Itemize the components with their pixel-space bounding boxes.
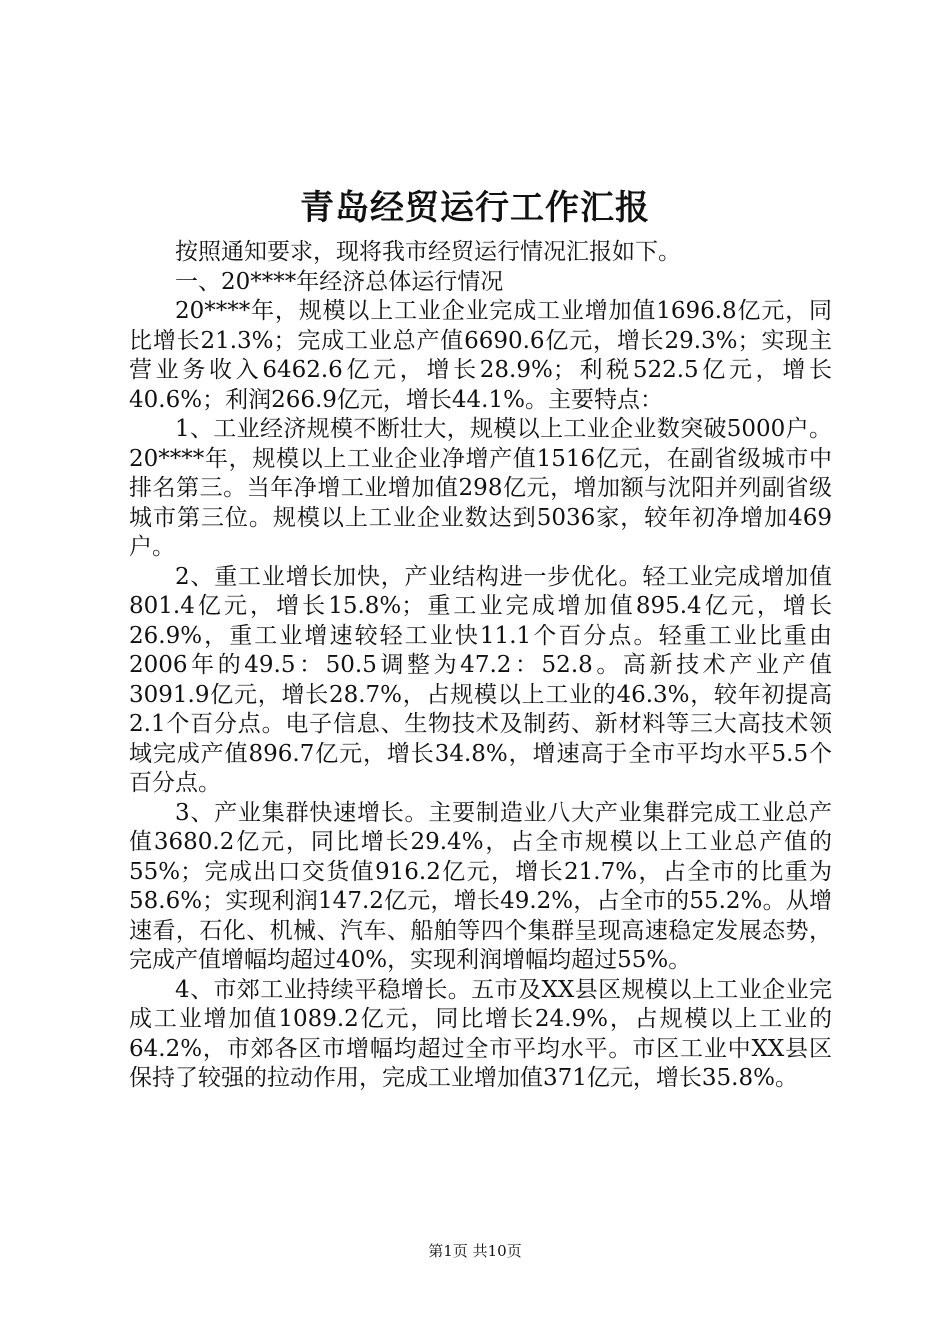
paragraph-point-4: 4、市郊工业持续平稳增长。五市及XX县区规模以上工业企业完成工业增加值1089.2亿元，同比增长24.9%，占规模以上工业的64.2%，市郊各区市增幅均超过全市平均水平。市区工业中XX县区保持了较强的拉动作用，完成工业增加值371亿元，增长35.8%。: [129, 976, 832, 1091]
section-heading-1: 一、20****年经济总体运行情况: [175, 268, 504, 295]
paragraph-intro: 按照通知要求，现将我市经贸运行情况汇报如下。: [175, 239, 681, 265]
paragraph-point-3: 3、产业集群快速增长。主要制造业八大产业集群完成工业总产值3680.2亿元，同比增长29.4%，占全市规模以上工业总产值的55%；完成出口交货值916.2亿元，增长21.7%，占全市的比重为58.6%；实现利润147.2亿元，增长49.2%，占全市的55.2%。从增速看，石化、机械、汽车、船舶等四个集群呈现高速稳定发展态势，完成产值增幅均超过40%，实现利润增幅均超过55%。: [129, 799, 832, 973]
page-footer: 第1页 共10页: [428, 1242, 522, 1260]
document-body: [129, 238, 832, 1094]
paragraph-overview: 20****年，规模以上工业企业完成工业增加值1696.8亿元，同比增长21.3%；完成工业总产值6690.6亿元，增长29.3%；实现主营业务收入6462.6亿元，增长28.9%；利税522.5亿元，增长40.6%；利润266.9亿元，增长44.1%。主要特点：: [129, 298, 832, 413]
paragraph-point-2: 2、重工业增长加快，产业结构进一步优化。轻工业完成增加值801.4亿元，增长15.8%；重工业完成增加值895.4亿元，增长26.9%，重工业增速较轻工业快11.1个百分点。轻重工业比重由2006年的49.5：50.5调整为47.2：52.8。高新技术产业产值3091.9亿元，增长28.7%，占规模以上工业的46.3%，较年初提高2.1个百分点。电子信息、生物技术及制药、新材料等三大高技术领域完成产值896.7亿元，增长34.8%，增速高于全市平均水平5.5个百分点。: [129, 563, 832, 796]
page-title: 青岛经贸运行工作汇报: [300, 188, 650, 228]
paragraph-point-1: 1、工业经济规模不断壮大，规模以上工业企业数突破5000户。20****年，规模以上工业企业净增产值1516亿元，在副省级城市中排名第三。当年净增工业增加值298亿元，增加额与沈阳并列副省级城市第三位。规模以上工业企业数达到5036家，较年初净增加469户。: [129, 416, 832, 560]
